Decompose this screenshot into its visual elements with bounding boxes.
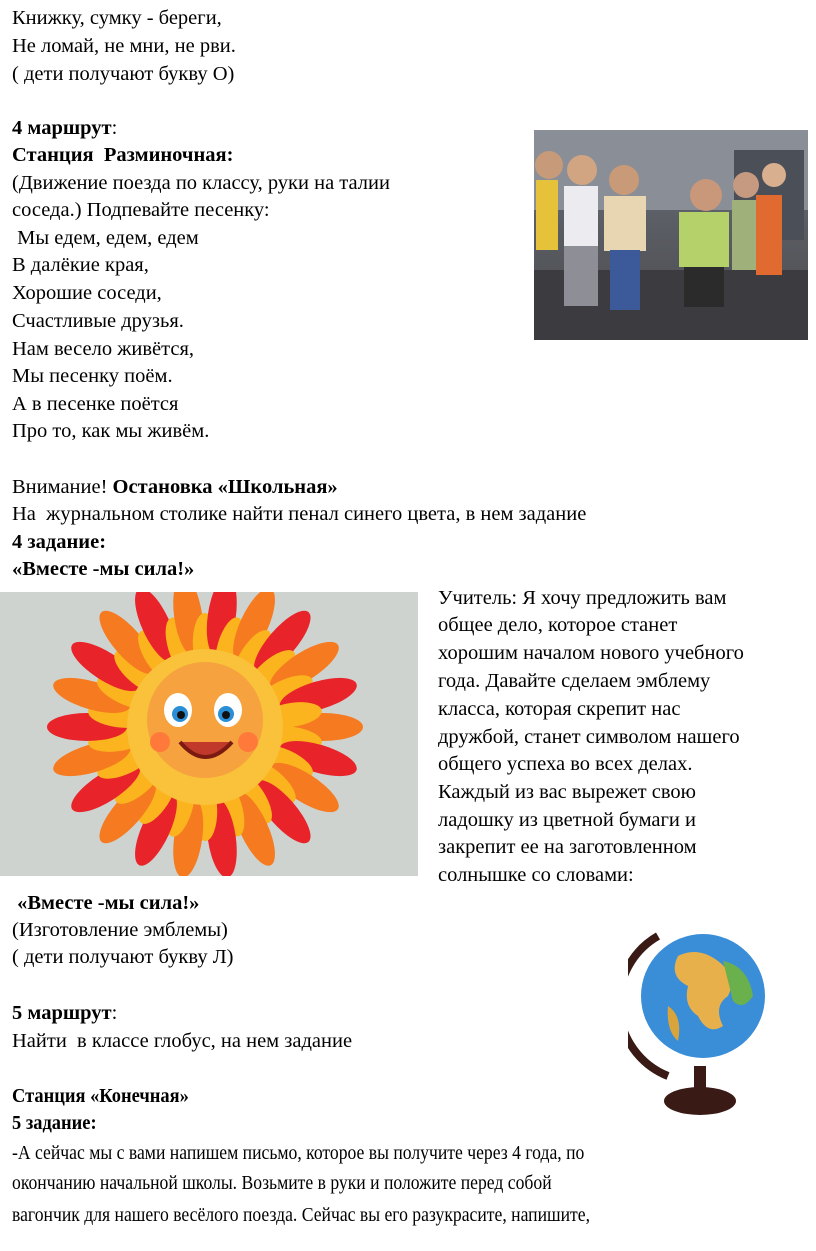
text-line (12, 891, 199, 915)
text-line (438, 808, 696, 832)
text-segment: ( дети получают букву О) (12, 63, 235, 85)
text-line (12, 281, 162, 305)
text-line (12, 1029, 352, 1053)
text-segment: Книжку, сумку - береги, (12, 7, 222, 29)
text-line (12, 62, 234, 86)
text-line (12, 392, 178, 416)
text-segment: Хорошие соседи, (12, 282, 162, 304)
text-segment: -А сейчас мы с вами напишем письмо, которое вы получите через 4 года, по (12, 1142, 585, 1164)
text-line (12, 1141, 584, 1165)
text-line (438, 780, 696, 804)
text-line (12, 6, 222, 30)
text-line (12, 1084, 189, 1108)
text-segment: окончанию начальной школы. Возьмите в руки и положите перед собой (12, 1172, 552, 1194)
text-segment: (Движение поезда по классу, руки на талии (12, 172, 390, 194)
text-line (12, 143, 233, 167)
text-line (438, 613, 677, 637)
text-line (438, 752, 692, 776)
bold-text: «Вместе -мы сила!» (12, 892, 200, 914)
text-segment: Счастливые друзья. (12, 310, 184, 332)
text-segment: закрепит ее на заготовленном (438, 836, 697, 858)
text-segment: солнышке со словами: (438, 864, 634, 886)
text-segment: дружбой, станет символом нашего (438, 726, 740, 748)
text-segment: Учитель: Я хочу предложить вам (438, 587, 727, 609)
text-line (12, 918, 228, 942)
text-line (12, 34, 236, 58)
text-line (12, 419, 209, 443)
bold-text: Станция Разминочная: (12, 144, 234, 166)
text-line (12, 557, 194, 581)
text-line (438, 863, 634, 887)
text-segment: : (111, 1002, 118, 1024)
text-segment: хорошим началом нового учебного (438, 642, 744, 664)
text-line (438, 697, 680, 721)
bold-text: 5 маршрут (12, 1002, 112, 1024)
bold-text: «Вместе -мы сила!» (12, 558, 195, 580)
text-line (438, 669, 710, 693)
text-segment: года. Давайте сделаем эмблему (438, 670, 711, 692)
text-segment: В далёкие края, (12, 254, 149, 276)
bold-text: 4 задание: (12, 531, 107, 553)
text-line (12, 226, 199, 250)
text-segment: класса, которая скрепит нас (438, 698, 681, 720)
text-line (12, 1203, 590, 1227)
text-line (12, 253, 149, 277)
bold-text: 5 задание: (12, 1112, 97, 1134)
bold-text: Станция «Конечная» (12, 1085, 189, 1107)
children-train-photo (534, 130, 808, 340)
text-segment: Каждый из вас вырежет свою (438, 781, 696, 803)
text-line (12, 364, 173, 388)
text-line (438, 725, 740, 749)
text-segment: ( дети получают букву Л) (12, 946, 234, 968)
text-segment: Нам весело живётся, (12, 338, 194, 360)
text-line (12, 171, 390, 195)
text-line (12, 309, 184, 333)
text-line (12, 337, 194, 361)
text-line (438, 835, 697, 859)
text-line (12, 1111, 97, 1135)
text-line (12, 502, 586, 526)
text-segment: : (111, 117, 118, 139)
text-line (12, 945, 233, 969)
text-segment: общее дело, которое станет (438, 614, 678, 636)
text-segment: Про то, как мы живём. (12, 420, 210, 442)
globe-image (628, 916, 768, 1118)
text-segment: Мы едем, едем, едем (12, 227, 199, 249)
sun-emblem-image (0, 592, 418, 876)
text-segment: ладошку из цветной бумаги и (438, 809, 696, 831)
text-segment: На журнальном столике найти пенал синего цвета, в нем задание (12, 503, 587, 525)
text-line (12, 530, 106, 554)
bold-text: 4 маршрут (12, 117, 112, 139)
text-line (12, 198, 270, 222)
text-line (12, 1171, 552, 1195)
text-segment: вагончик для нашего весёлого поезда. Сейчас вы его разукрасите, напишите, (12, 1204, 591, 1226)
text-segment: Мы песенку поём. (12, 365, 173, 387)
text-line (438, 586, 726, 610)
text-segment: Найти в классе глобус, на нем задание (12, 1030, 353, 1052)
text-segment: Внимание! (12, 476, 113, 498)
text-line (12, 116, 117, 140)
text-segment: А в песенке поётся (12, 393, 179, 415)
text-line (12, 1001, 117, 1025)
text-segment: (Изготовление эмблемы) (12, 919, 228, 941)
text-line (438, 641, 744, 665)
bold-text: Остановка «Школьная» (112, 476, 338, 498)
text-segment: общего успеха во всех делах. (438, 753, 693, 775)
text-segment: соседа.) Подпевайте песенку: (12, 199, 270, 221)
text-line (12, 475, 338, 499)
text-segment: Не ломай, не мни, не рви. (12, 35, 236, 57)
